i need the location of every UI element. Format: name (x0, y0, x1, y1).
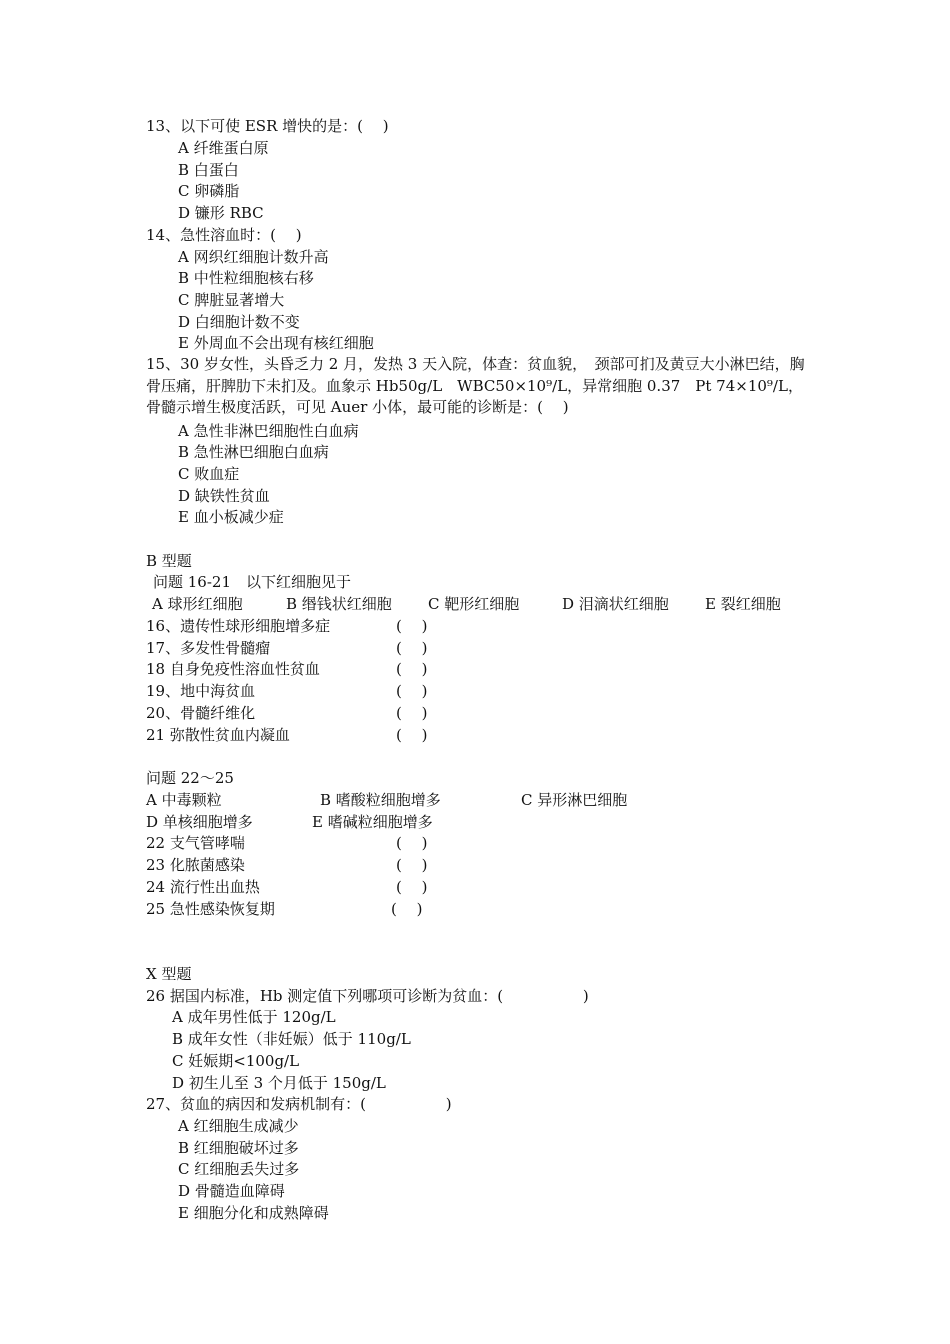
q27-option-c: C 红细胞丢失过多 (178, 1160, 300, 1178)
group2-choice-e: E 嗜碱粒细胞增多 (312, 813, 433, 831)
item-19: 19、地中海贫血 (146, 682, 256, 700)
item-24-paren: ( ) (396, 878, 428, 896)
q15-option-d: D 缺铁性贫血 (178, 487, 270, 505)
group2-choice-a: A 中毒颗粒 (146, 791, 222, 809)
group2-choice-c: C 异形淋巴细胞 (521, 791, 628, 809)
q26-option-a: A 成年男性低于 120g/L (172, 1008, 336, 1026)
item-18: 18 自身免疫性溶血性贫血 (146, 660, 320, 678)
q26-option-d: D 初生儿至 3 个月低于 150g/L (172, 1074, 386, 1092)
item-24: 24 流行性出血热 (146, 878, 260, 896)
q14-option-b: B 中性粒细胞核右移 (178, 269, 314, 287)
item-20-paren: ( ) (396, 704, 428, 722)
q27-option-a: A 红细胞生成减少 (178, 1117, 299, 1135)
item-23: 23 化脓菌感染 (146, 856, 245, 874)
section-heading-b: B 型题 (146, 552, 192, 570)
item-19-paren: ( ) (396, 682, 428, 700)
q26-option-b: B 成年女性（非妊娠）低于 110g/L (172, 1030, 411, 1048)
group2-choice-d: D 单核细胞增多 (146, 813, 253, 831)
item-20: 20、骨髓纤维化 (146, 704, 256, 722)
group1-choice-d: D 泪滴状红细胞 (562, 595, 669, 613)
question-15-stem: 15、30 岁女性，头昏乏力 2 月，发热 3 天入院，体查：贫血貌， 颈部可扪及黄豆大小淋巴结，胸骨压痛，肝脾肋下未扪及。血象示 Hb50g/L WBC50×10⁹/L，异常细胞 0.37 Pt 74×10⁹/L，骨髓示增生极度活跃，可见 Auer 小体，最可能的诊断是：( ) (146, 355, 805, 417)
q13-option-d: D 镰形 RBC (178, 204, 264, 222)
item-21: 21 弥散性贫血内凝血 (146, 726, 290, 744)
item-22-paren: ( ) (396, 834, 428, 852)
item-25: 25 急性感染恢复期 (146, 900, 275, 918)
question-14-stem: 14、急性溶血时：( ) (146, 226, 302, 244)
q13-option-a: A 纤维蛋白原 (178, 139, 269, 157)
q14-option-a: A 网织红细胞计数升高 (178, 248, 329, 266)
q27-option-b: B 红细胞破坏过多 (178, 1139, 299, 1157)
q27-option-e: E 细胞分化和成熟障碍 (178, 1204, 329, 1222)
question-27-stem: 27、贫血的病因和发病机制有：( ) (146, 1095, 452, 1113)
section-heading-x: X 型题 (146, 965, 192, 983)
group1-choice-b: B 缗钱状红细胞 (286, 595, 392, 613)
item-21-paren: ( ) (396, 726, 428, 744)
item-23-paren: ( ) (396, 856, 428, 874)
q15-option-c: C 败血症 (178, 465, 240, 483)
group2-choice-b: B 嗜酸粒细胞增多 (320, 791, 441, 809)
group1-choice-a: A 球形红细胞 (152, 595, 243, 613)
q13-option-c: C 卵磷脂 (178, 182, 240, 200)
group1-title: 问题 16-21 以下红细胞见于 (153, 573, 352, 591)
item-25-paren: ( ) (391, 900, 423, 918)
question-26-stem: 26 据国内标准，Hb 测定值下列哪项可诊断为贫血：( ) (146, 987, 589, 1005)
group1-choice-e: E 裂红细胞 (705, 595, 781, 613)
item-22: 22 支气管哮喘 (146, 834, 245, 852)
question-13-stem: 13、以下可使 ESR 增快的是：( ) (146, 117, 389, 135)
q26-option-c: C 妊娠期<100g/L (172, 1052, 300, 1070)
q27-option-d: D 骨髓造血障碍 (178, 1182, 285, 1200)
group1-choice-c: C 靶形红细胞 (428, 595, 520, 613)
item-17-paren: ( ) (396, 639, 428, 657)
item-16: 16、遗传性球形细胞增多症 (146, 617, 331, 635)
q15-option-e: E 血小板减少症 (178, 508, 284, 526)
item-16-paren: ( ) (396, 617, 428, 635)
q15-option-a: A 急性非淋巴细胞性白血病 (178, 422, 359, 440)
item-18-paren: ( ) (396, 660, 428, 678)
q15-option-b: B 急性淋巴细胞白血病 (178, 443, 329, 461)
q14-option-e: E 外周血不会出现有核红细胞 (178, 334, 374, 352)
q14-option-c: C 脾脏显著增大 (178, 291, 285, 309)
q13-option-b: B 白蛋白 (178, 161, 239, 179)
group2-title: 问题 22～25 (146, 769, 234, 787)
item-17: 17、多发性骨髓瘤 (146, 639, 271, 657)
q14-option-d: D 白细胞计数不变 (178, 313, 300, 331)
